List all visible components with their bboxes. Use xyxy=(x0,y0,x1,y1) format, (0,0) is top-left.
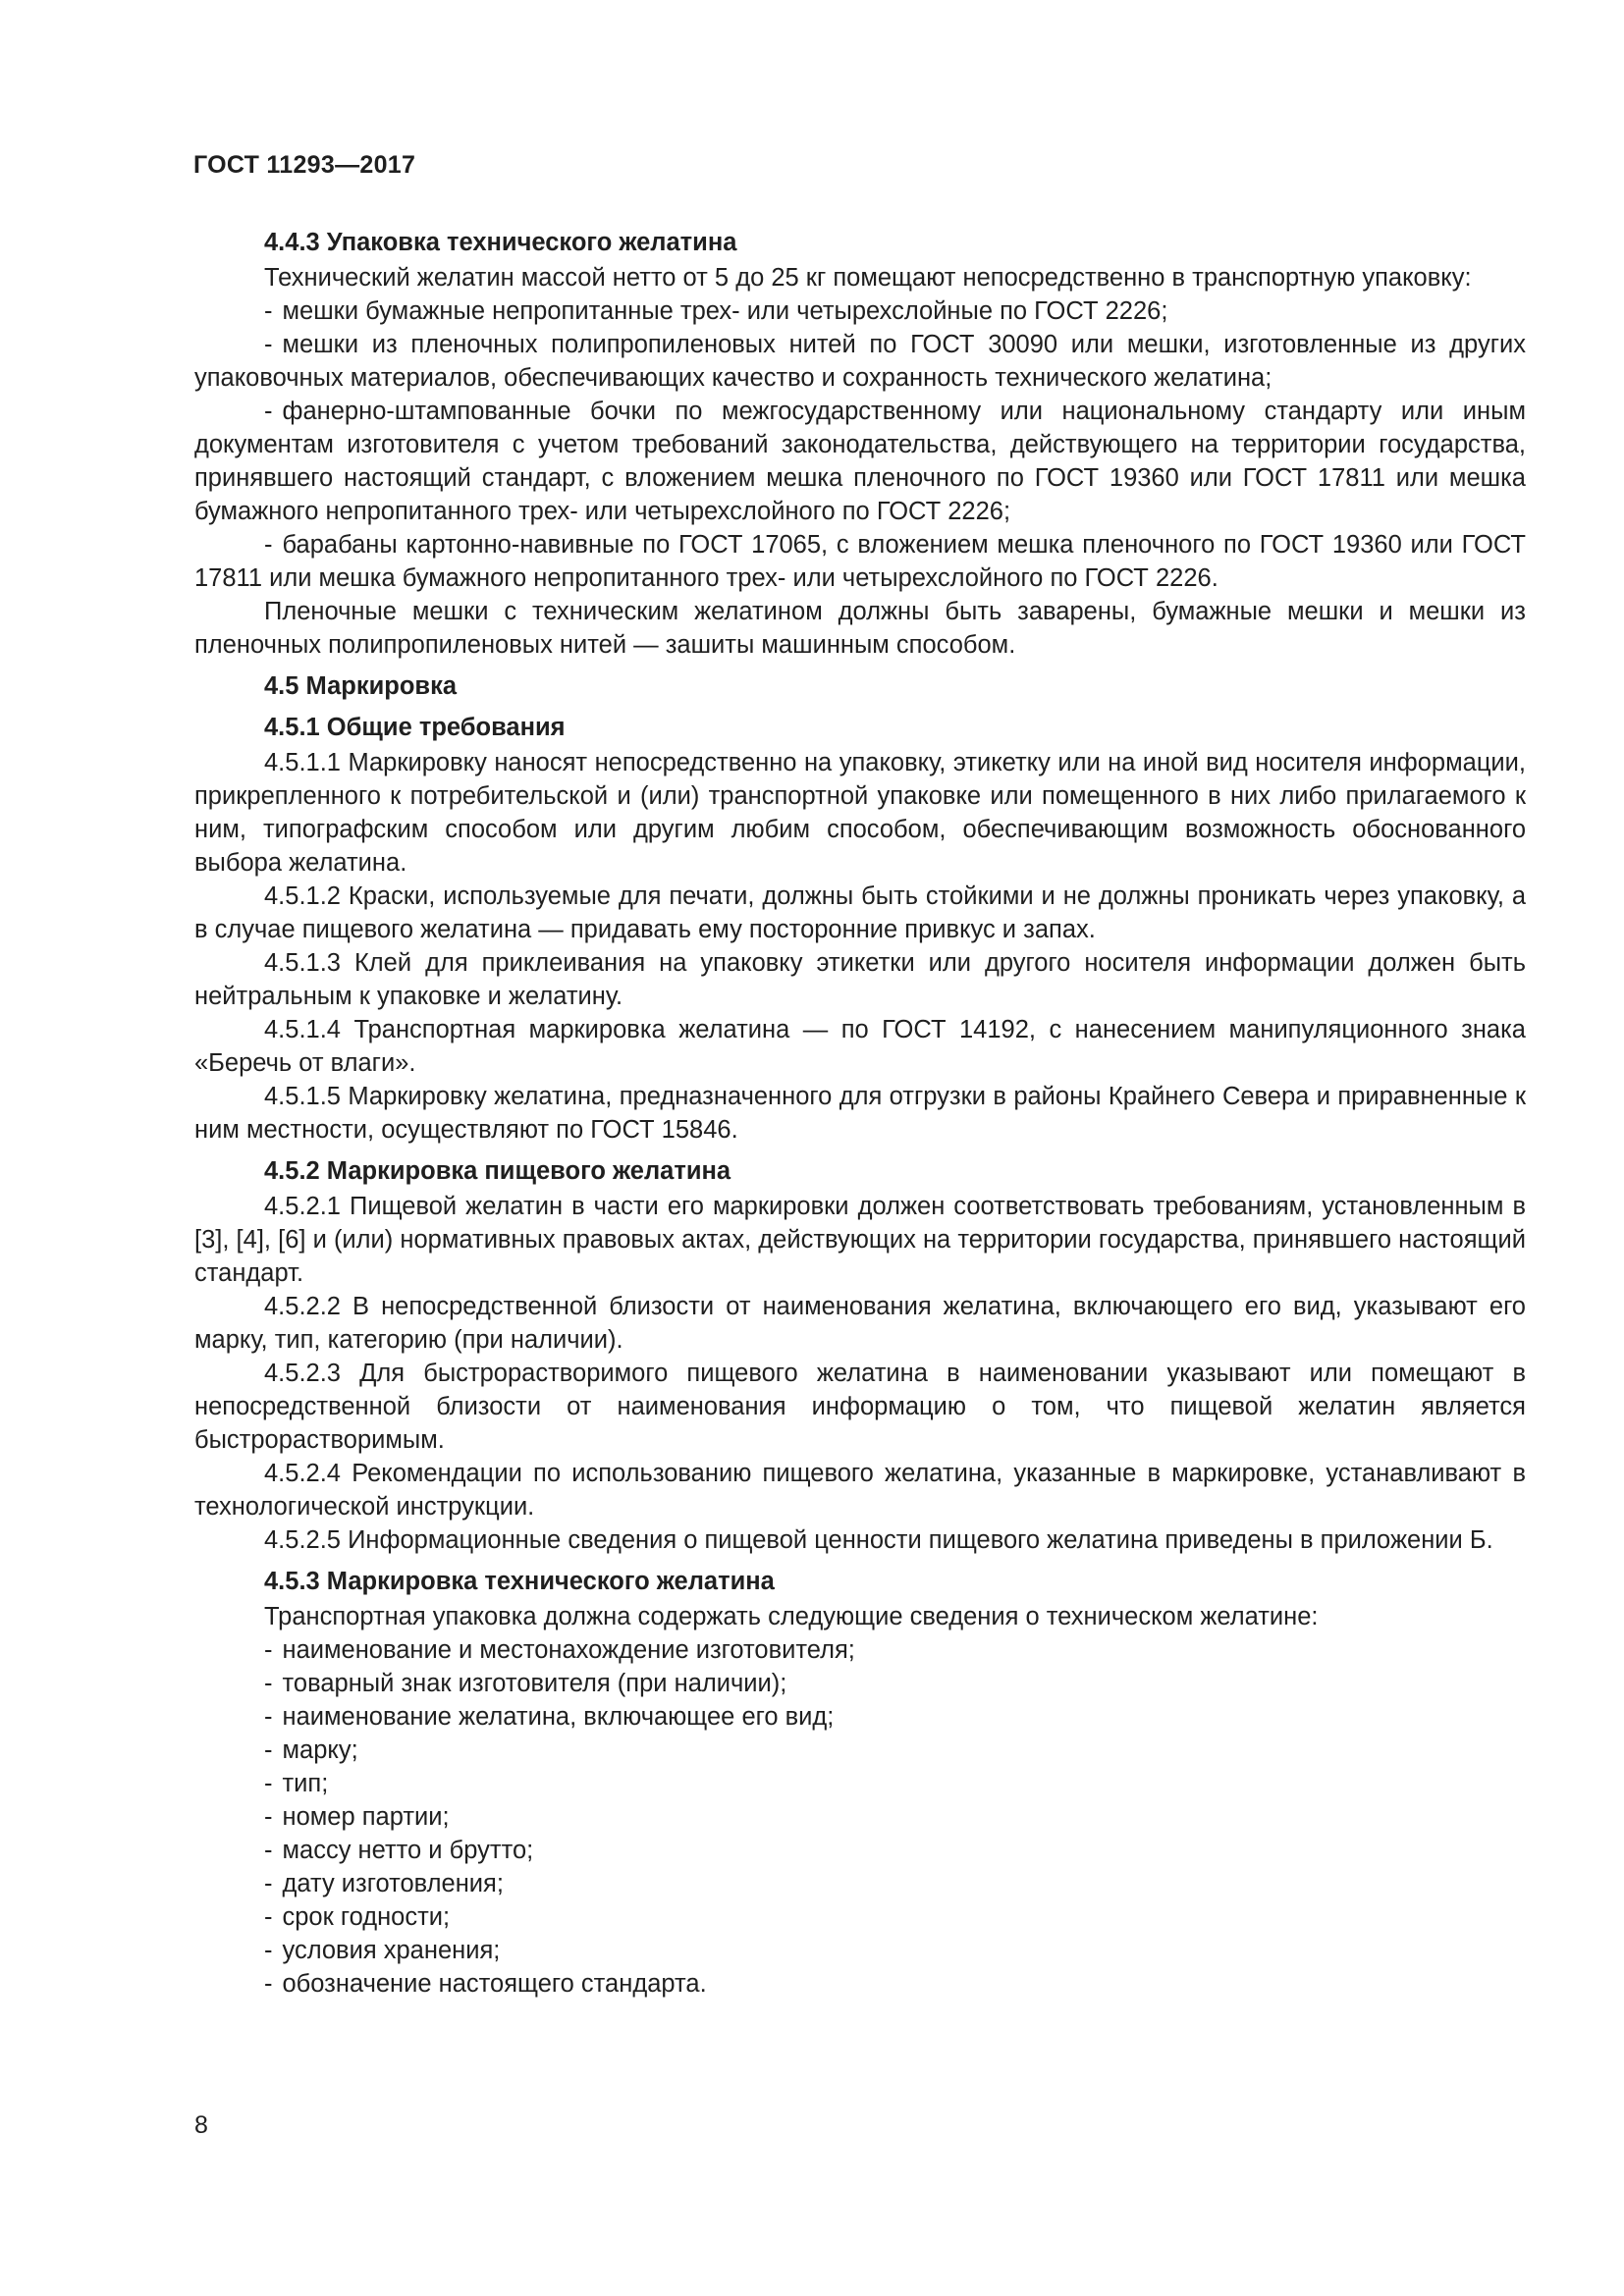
list-item: - наименование и местонахождение изготовителя; xyxy=(264,1636,855,1664)
paragraph-4-5-1-5: 4.5.1.5 Маркировку желатина, предназначенного для отгрузки в районы Крайнего Севера и приравненные к ним местности, осуществляют по ГОСТ 15846. xyxy=(194,1083,1526,1144)
paragraph-4-5-1-3: 4.5.1.3 Клей для приклеивания на упаковку этикетки или другого носителя информации должен быть нейтральным к упаковке и желатину. xyxy=(194,949,1526,1010)
section-heading-4-5-1: 4.5.1 Общие требования xyxy=(264,714,566,741)
paragraph-4-5-1-4: 4.5.1.4 Транспортная маркировка желатина — по ГОСТ 14192, с нанесением манипуляционного знака «Беречь от влаги». xyxy=(194,1016,1526,1077)
list-item: - массу нетто и брутто; xyxy=(264,1837,534,1864)
section-heading-4-5: 4.5 Маркировка xyxy=(264,672,458,700)
paragraph-4-5-2-1: 4.5.2.1 Пищевой желатин в части его маркировки должен соответствовать требованиям, установленным в [3], [4], [6] и (или) нормативных правовых актах, действующих на территории государства, принявшего настоящий стандарт. xyxy=(194,1193,1526,1287)
list-item: - срок годности; xyxy=(264,1903,451,1931)
list-item: - мешки из пленочных полипропиленовых нитей по ГОСТ 30090 или мешки, изготовленные из других упаковочных материалов, обеспечивающих качество и сохранность технического желатина; xyxy=(194,331,1526,392)
list-item: - дату изготовления; xyxy=(264,1870,504,1897)
section-heading-4-4-3: 4.4.3 Упаковка технического желатина xyxy=(264,229,737,256)
list-item: - условия хранения; xyxy=(264,1937,501,1964)
paragraph-4-5-1-2: 4.5.1.2 Краски, используемые для печати, должны быть стойкими и не должны проникать через упаковку, а в случае пищевого желатина — придавать ему посторонние привкус и запах. xyxy=(194,882,1526,943)
document-body xyxy=(194,226,1526,2001)
marking-info-list xyxy=(194,1633,1526,2001)
section-heading-4-5-2: 4.5.2 Маркировка пищевого желатина xyxy=(264,1157,731,1185)
paragraph-4-5-2-4: 4.5.2.4 Рекомендации по использованию пищевого желатина, указанные в маркировке, устанавливают в технологической инструкции. xyxy=(194,1460,1526,1521)
paragraph-4-5-2-3: 4.5.2.3 Для быстрорастворимого пищевого желатина в наименовании указывают или помещают в непосредственной близости от наименования информацию о том, что пищевой желатин является быстрорастворимым. xyxy=(194,1360,1526,1454)
paragraph: Пленочные мешки с техническим желатином должны быть заварены, бумажные мешки и мешки из пленочных полипропиленовых нитей — зашиты машинным способом. xyxy=(194,598,1526,659)
paragraph: Технический желатин массой нетто от 5 до 25 кг помещают непосредственно в транспортную упаковку: xyxy=(264,264,1472,292)
paragraph-4-5-1-1: 4.5.1.1 Маркировку наносят непосредственно на упаковку, этикетку или на иной вид носителя информации, прикрепленного к потребительской и (или) транспортной упаковке или помещенного в них либо прилагаемого к ним, типографским способом или другим любим способом, обеспечивающим возможность обоснованного выбора желатина. xyxy=(194,749,1526,877)
list-item: - обозначение настоящего стандарта. xyxy=(264,1970,707,1998)
paragraph-4-5-2-5: 4.5.2.5 Информационные сведения о пищевой ценности пищевого желатина приведены в приложении Б. xyxy=(264,1526,1493,1554)
paragraph-4-5-2-2: 4.5.2.2 В непосредственной близости от наименования желатина, включающего его вид, указывают его марку, тип, категорию (при наличии). xyxy=(194,1293,1526,1354)
list-item: - тип; xyxy=(264,1770,329,1797)
list-item: - барабаны картонно-навивные по ГОСТ 17065, с вложением мешка пленочного по ГОСТ 19360 или ГОСТ 17811 или мешка бумажного непропитанного трех- или четырехслойного по ГОСТ 2226. xyxy=(194,531,1526,592)
document-header: ГОСТ 11293—2017 xyxy=(193,151,416,179)
list-item: - номер партии; xyxy=(264,1803,450,1831)
page-number: 8 xyxy=(194,2111,208,2139)
paragraph: Транспортная упаковка должна содержать следующие сведения о техническом желатине: xyxy=(264,1603,1319,1630)
section-heading-4-5-3: 4.5.3 Маркировка технического желатина xyxy=(264,1568,775,1595)
list-item: - мешки бумажные непропитанные трех- или четырехслойные по ГОСТ 2226; xyxy=(264,297,1168,325)
list-item: - наименование желатина, включающее его вид; xyxy=(264,1703,835,1731)
list-item: - фанерно-штампованные бочки по межгосударственному или национальному стандарту или иным документам изготовителя с учетом требований законодательства, действующего на территории государства, принявшего настоящий стандарт, с вложением мешка пленочного по ГОСТ 19360 или ГОСТ 17811 или мешка бумажного непропитанного трех- или четырехслойного по ГОСТ 2226; xyxy=(194,398,1526,525)
list-item: - марку; xyxy=(264,1736,358,1764)
list-item: - товарный знак изготовителя (при наличии); xyxy=(264,1670,787,1697)
packaging-list xyxy=(194,294,1526,595)
